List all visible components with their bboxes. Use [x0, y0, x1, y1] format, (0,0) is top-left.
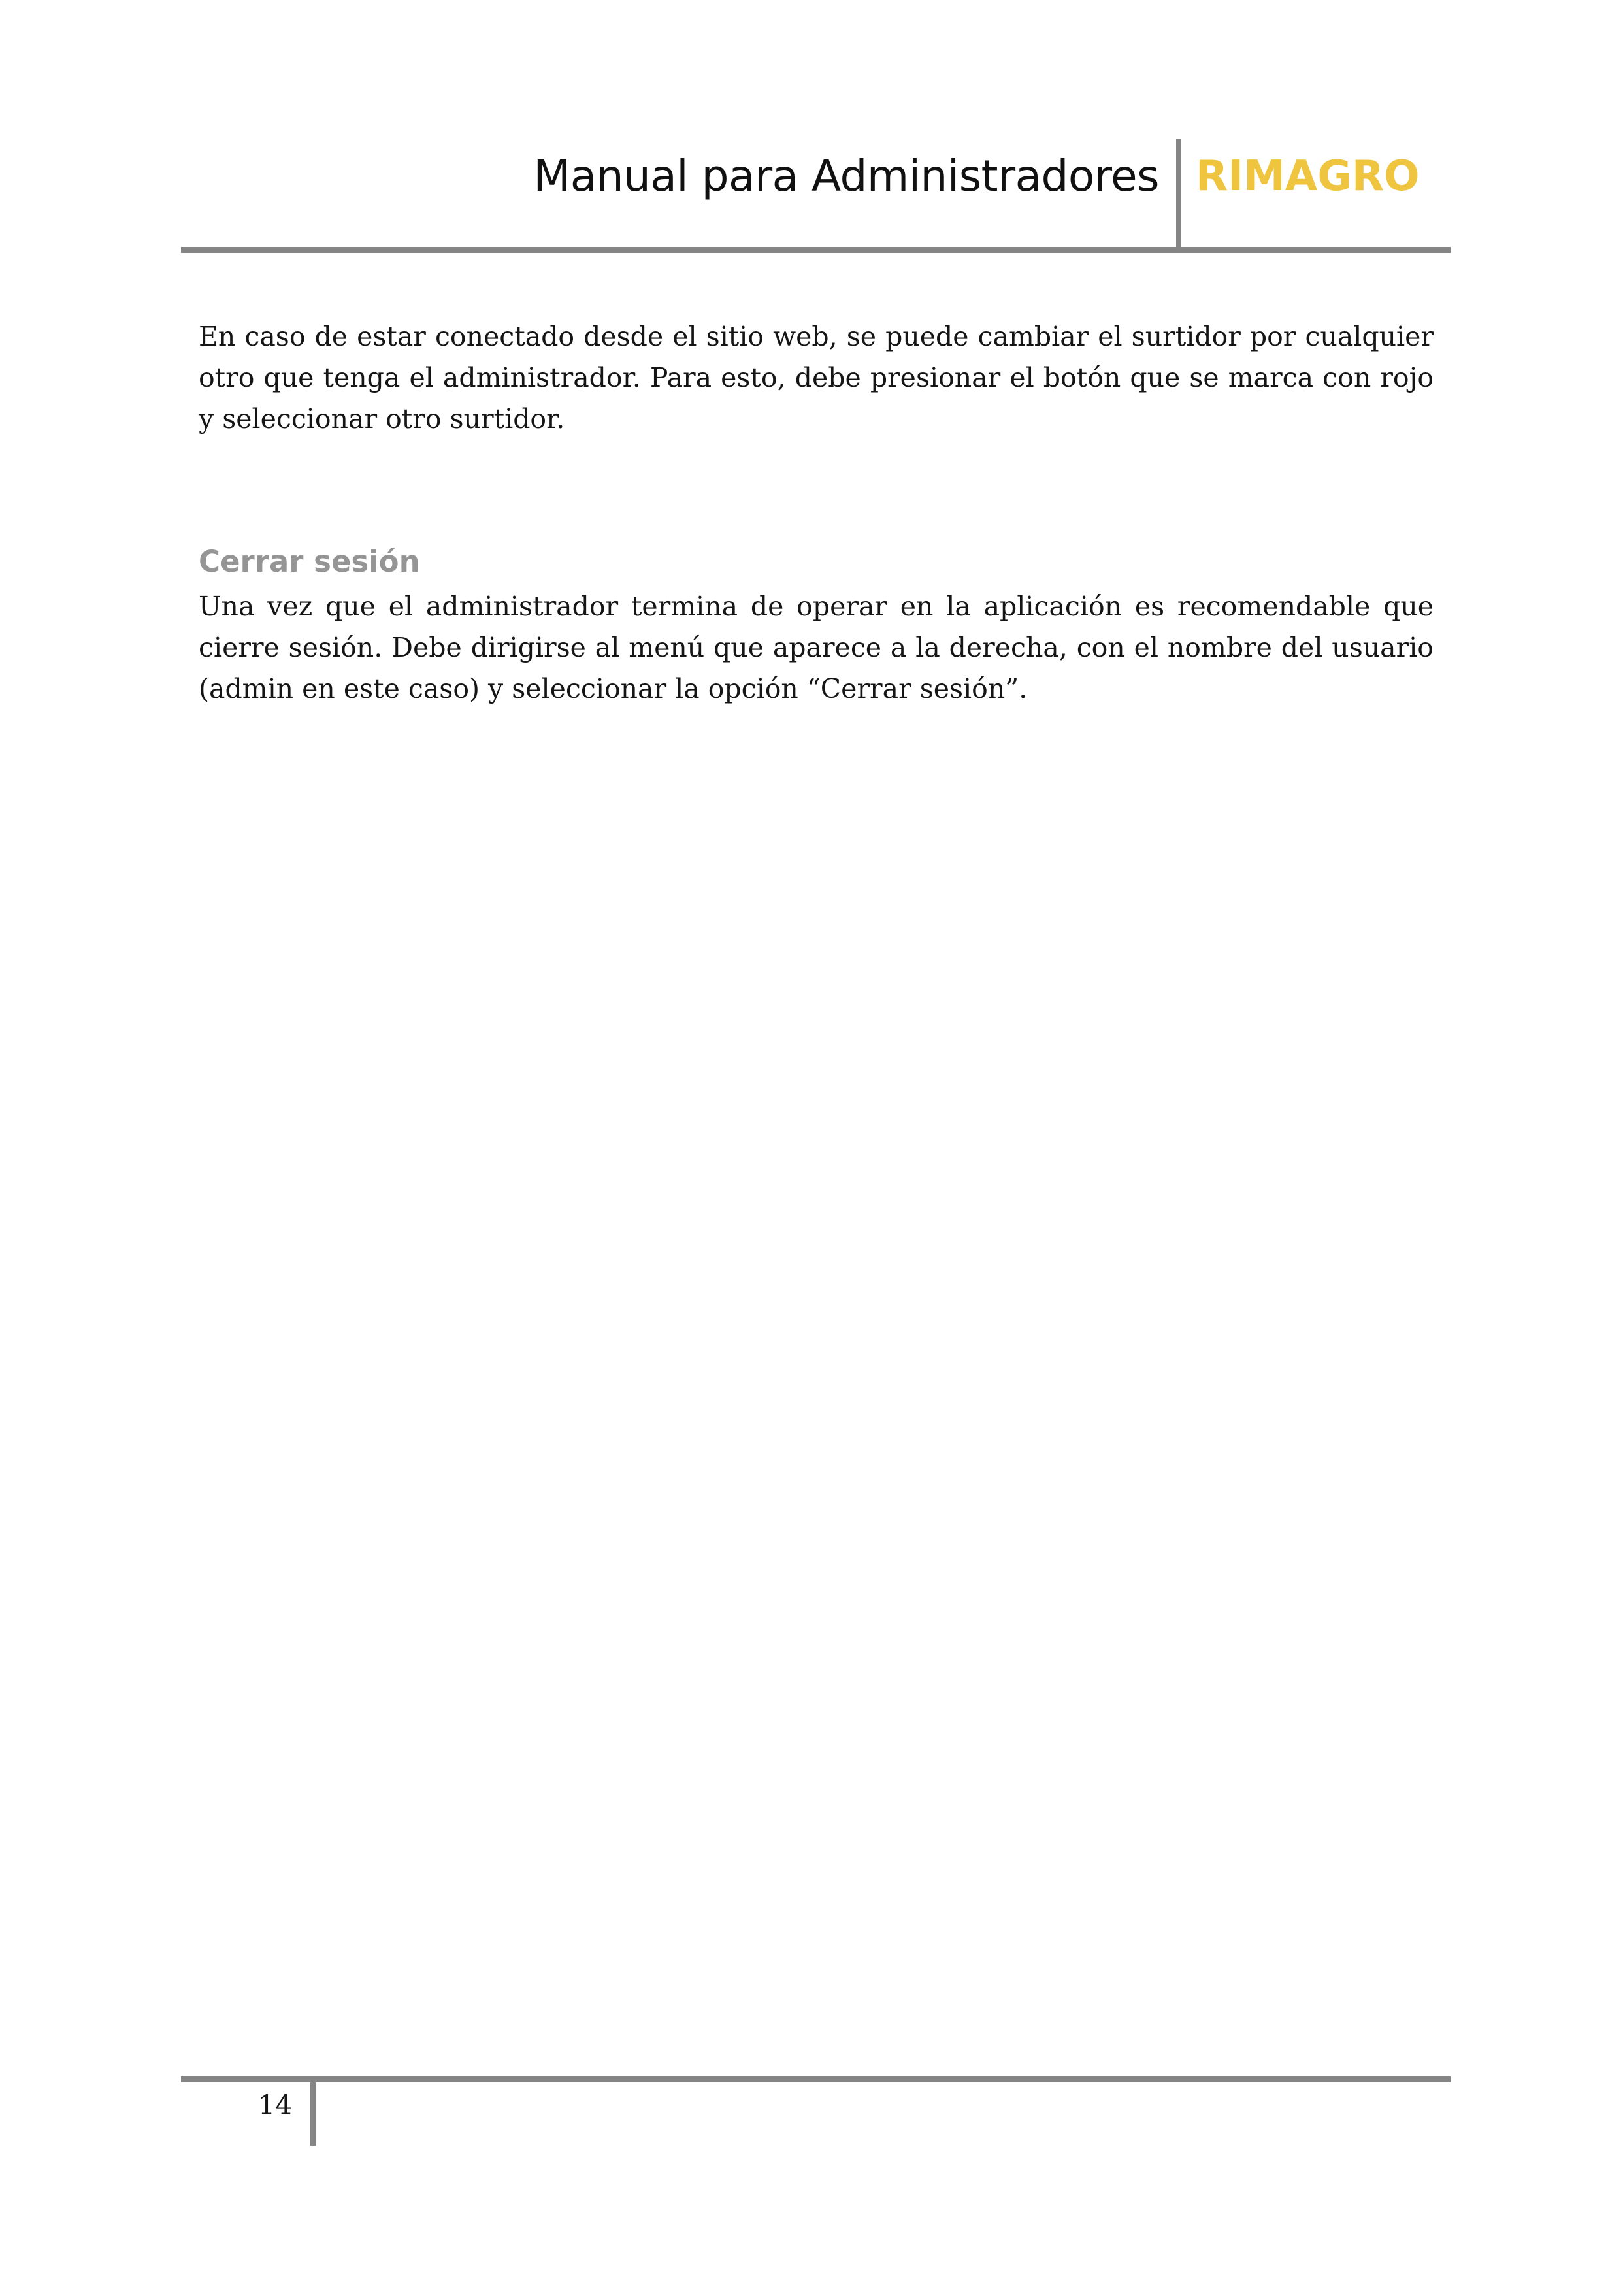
footer-vertical-divider [310, 2076, 316, 2146]
page-number: 14 [258, 2090, 293, 2121]
header-brand: RIMAGRO [1196, 152, 1420, 201]
header-title: Manual para Administradores [533, 151, 1159, 201]
header-vertical-divider [1176, 139, 1181, 250]
paragraph-logout: Una vez que el administrador termina de operar en la aplicación es recomendable que cierre sesión. Debe dirigirse al menú que aparece a la derecha, con el nombre del usuario (admin en este caso) y seleccionar la opción “Cerrar sesión”. [199, 591, 1434, 704]
section-heading-logout: Cerrar sesión [199, 544, 420, 579]
paragraph-change-dispenser: En caso de estar conectado desde el sitio web, se puede cambiar el surtidor por cualquier otro que tenga el administrador. Para esto, debe presionar el botón que se marca con rojo y seleccionar otro surtidor. [199, 321, 1434, 435]
footer-rule [181, 2076, 1451, 2082]
header-rule [181, 247, 1451, 253]
